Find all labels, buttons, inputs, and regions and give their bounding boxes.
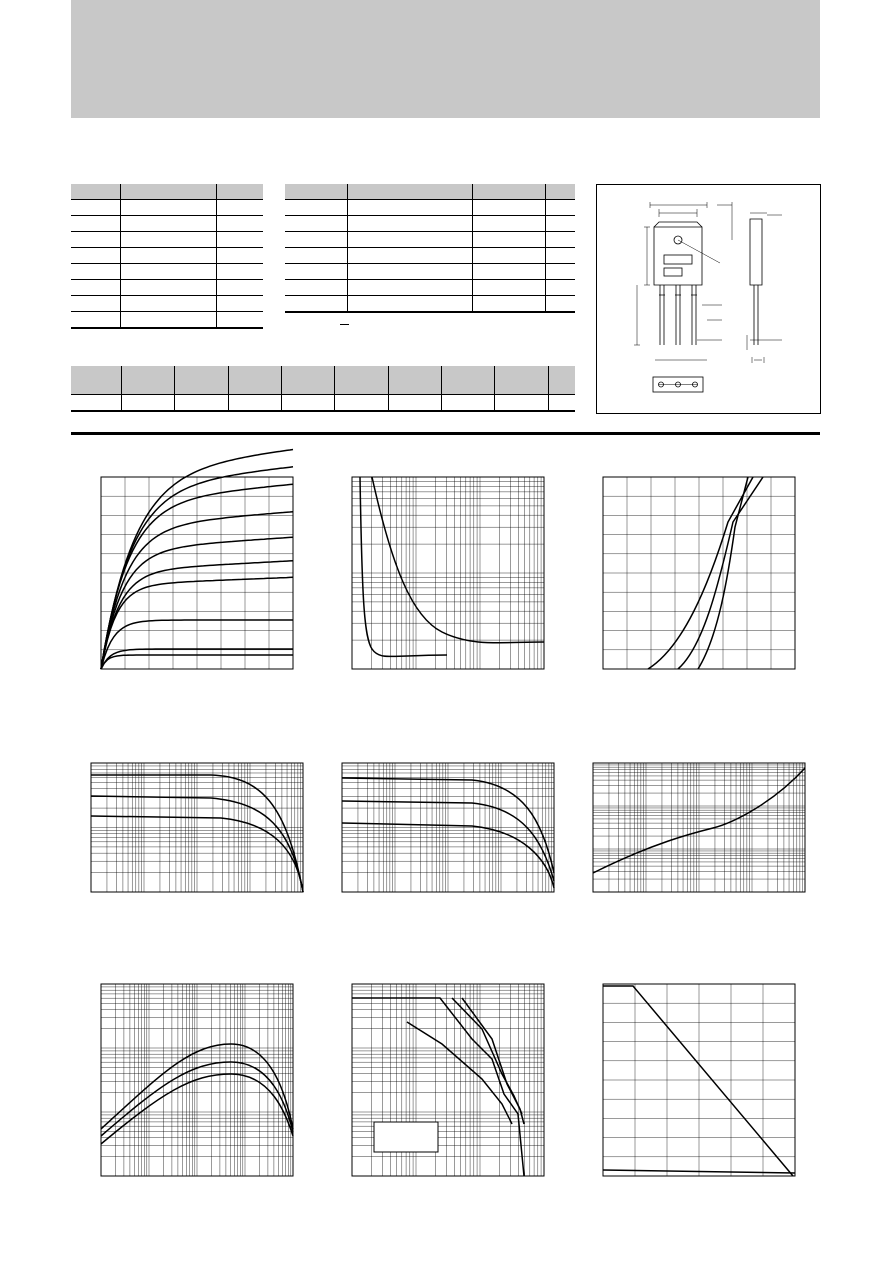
table-header-row: [71, 366, 575, 395]
table-row: [71, 216, 263, 232]
chart-8-svg: [352, 984, 544, 1176]
series-line: [372, 477, 544, 643]
chart-2: [352, 477, 544, 669]
section-divider: [71, 432, 820, 435]
series-line: [452, 998, 522, 1114]
to-3p-package-drawing-icon: [597, 185, 820, 413]
table-row: [285, 232, 575, 248]
table-row: [285, 280, 575, 296]
table-row: [71, 395, 575, 412]
table-row: [71, 296, 263, 312]
table-row: [285, 264, 575, 280]
chart-1-svg: [101, 477, 293, 669]
table-row: [71, 232, 263, 248]
chart-4-svg: [91, 763, 303, 892]
chart-3-svg: [603, 477, 795, 669]
package-outline-box: [596, 184, 821, 414]
chart-7-svg: [101, 984, 293, 1176]
chart-9: [603, 984, 795, 1176]
chart-6-svg: [593, 763, 805, 892]
ratings-table: [71, 184, 263, 329]
chart-2-svg: [352, 477, 544, 669]
chart-3: [603, 477, 795, 669]
footnote-mark: [340, 324, 349, 325]
table-row: [71, 248, 263, 264]
series-line: [360, 477, 447, 657]
chart-5: [342, 763, 554, 892]
chart-9-svg: [603, 984, 795, 1176]
series-line: [603, 986, 793, 1176]
table-row: [285, 296, 575, 313]
table-header-row: [71, 184, 263, 200]
table-row: [285, 200, 575, 216]
characteristics-table: [285, 184, 575, 313]
chart-4: [91, 763, 303, 892]
table-row: [71, 312, 263, 329]
legend-box: [374, 1122, 438, 1152]
table-row: [71, 280, 263, 296]
chart-8: [352, 984, 544, 1176]
chart-6: [593, 763, 805, 892]
chart-1: [101, 477, 293, 669]
classification-table: [71, 366, 575, 412]
table-row: [71, 264, 263, 280]
table-row: [71, 200, 263, 216]
chart-7: [101, 984, 293, 1176]
table-row: [285, 248, 575, 264]
header-band: [71, 0, 820, 118]
table-header-row: [285, 184, 575, 200]
chart-5-svg: [342, 763, 554, 892]
table-row: [285, 216, 575, 232]
